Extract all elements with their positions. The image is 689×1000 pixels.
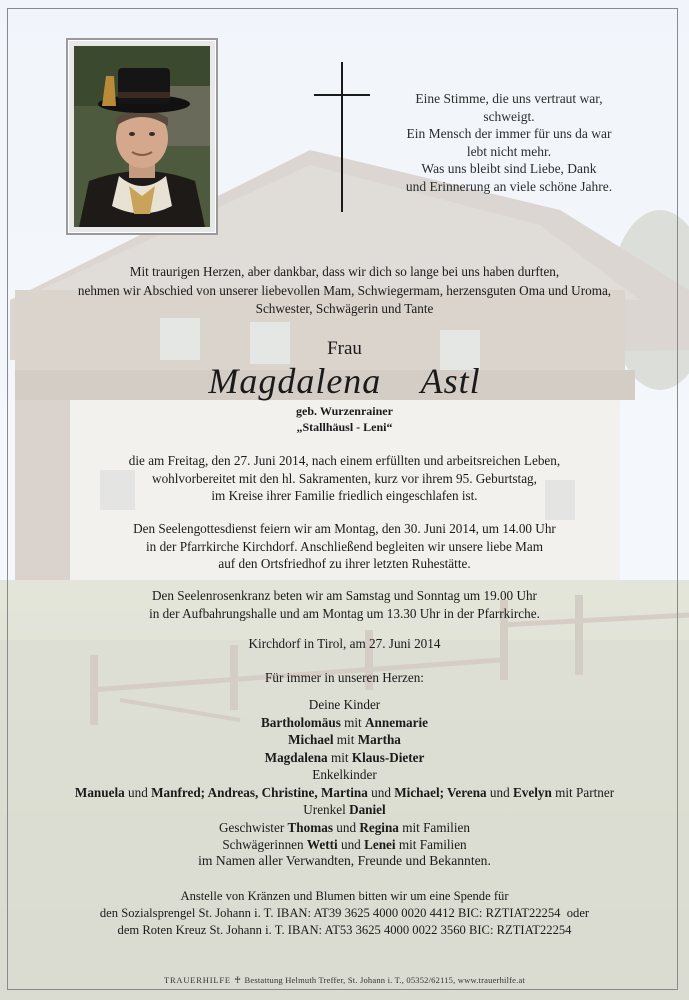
rosary-line: Den Seelenrosenkranz beten wir am Samstag und Sonntag um 19.00 Uhr (152, 588, 537, 603)
memorial-poem (384, 90, 634, 196)
poem-line: und Erinnerung an viele schöne Jahre. (405, 178, 613, 194)
rosary-line: in der Aufbahrungshalle und am Montag um 13.30 Uhr in der Pfarrkirche. (149, 605, 540, 621)
service-line: in der Pfarrkirche Kirchdorf. Anschließend begleiten wir unsere liebe Mam (146, 538, 543, 554)
death-line: im Kreise ihrer Familie friedlich eingeschlafen ist. (211, 488, 478, 503)
nickname: „Stallhäusl - Leni“ (296, 420, 393, 434)
grandchild-name: Manuela (74, 784, 125, 800)
sibling-name: Regina (359, 819, 399, 835)
undertaker-logo-icon: ♰ (234, 975, 242, 985)
deceased-name: Magdalena Astl (208, 361, 481, 401)
connector: mit (327, 749, 352, 765)
grandchild-name: Michael; Verena (394, 784, 487, 800)
children-heading: Deine Kinder (308, 697, 381, 712)
death-line: die am Freitag, den 27. Juni 2014, nach einem erfüllten und arbeitsreichen Leben, (128, 453, 561, 468)
spouse-name: Klaus-Dieter (351, 749, 425, 765)
title-frau: Frau (327, 338, 362, 359)
inlaws-label: Schwägerinnen (222, 837, 307, 852)
donation-line: den Sozialsprengel St. Johann i. T. IBAN: AT39 3625 4000 0020 4412 BIC: RZTIAT22254 oder (99, 906, 590, 920)
rosary-notice (0, 587, 689, 622)
grandchildren-heading: Enkelkinder (312, 767, 377, 782)
poem-line: lebt nicht mehr. (466, 143, 552, 159)
service-line: auf den Ortsfriedhof zu ihrer letzten Ruhestätte. (218, 556, 471, 571)
poem-line: Eine Stimme, die uns vertraut war, (415, 91, 603, 106)
child-row (0, 714, 689, 732)
connector: und (332, 819, 360, 835)
connector: mit Familien (395, 837, 467, 852)
portrait-photo-frame (66, 38, 218, 235)
donation-request (0, 888, 689, 939)
connector: mit (333, 732, 358, 747)
footer-text: Bestattung Helmuth Treffer, St. Johann i. T., 05352/62115, www.trauerhilfe.at (244, 975, 526, 985)
closing-line: im Namen aller Verwandten, Freunde und Bekannten. (198, 853, 491, 868)
connector: mit Familien (398, 819, 470, 835)
family-list (0, 696, 689, 854)
place-and-date: Kirchdorf in Tirol, am 27. Juni 2014 (248, 636, 441, 651)
footer-brand: TRAUERHILFE (163, 975, 231, 985)
footer (0, 975, 689, 986)
connector: und (124, 784, 152, 800)
siblings-row (0, 819, 689, 837)
cross-icon (314, 62, 370, 212)
connector: und (337, 837, 365, 852)
poem-line: schweigt. (483, 108, 535, 124)
great-grandchild-name: Daniel (349, 802, 386, 817)
intro-line: Schwester, Schwägerin und Tante (255, 301, 434, 316)
child-name: Magdalena (264, 749, 328, 765)
service-line: Den Seelengottesdienst feiern wir am Montag, den 30. Juni 2014, um 14.00 Uhr (133, 521, 556, 536)
inlaw-name: Wetti (306, 837, 338, 852)
intro-line: nehmen wir Abschied von unserer liebevollen Mam, Schwiegermam, herzensguten Oma und Uroma, (77, 282, 612, 298)
poem-line: Was uns bleibt sind Liebe, Dank (421, 161, 597, 177)
great-grandchild-row (0, 801, 689, 819)
great-grandchild-label: Urenkel (303, 802, 350, 817)
connector: und (367, 784, 395, 800)
birth-name: geb. Wurzenrainer (296, 404, 393, 418)
death-line: wohlvorbereitet mit den hl. Sakramenten, kurz vor ihrem 95. Geburtstag, (152, 470, 537, 486)
child-name: Michael (288, 732, 334, 747)
grandchild-name: Evelyn (513, 784, 552, 800)
grandchild-name: Manfred; Andreas, Christine, Martina (151, 784, 368, 800)
inlaws-row (0, 836, 689, 854)
sibling-name: Thomas (287, 819, 333, 835)
funeral-service (0, 520, 689, 573)
inlaw-name: Lenei (364, 837, 396, 852)
forever-heading: Für immer in unseren Herzen: (265, 670, 424, 685)
intro-text (0, 263, 689, 319)
grandchildren-row (0, 784, 689, 802)
spouse-name: Martha (357, 732, 401, 747)
birth-name-block (0, 403, 689, 435)
death-notice (0, 452, 689, 505)
portrait-photo (74, 46, 210, 227)
child-row (0, 731, 689, 749)
connector: und (486, 784, 513, 800)
child-row (0, 749, 689, 767)
donation-line: Anstelle von Kränzen und Blumen bitten wir um eine Spende für (180, 889, 509, 903)
poem-line: Ein Mensch der immer für uns da war (406, 126, 612, 142)
donation-line: dem Roten Kreuz St. Johann i. T. IBAN: AT53 3625 4000 0022 3560 BIC: RZTIAT22254 (117, 923, 572, 937)
intro-line: Mit traurigen Herzen, aber dankbar, dass wir dich so lange bei uns haben durften, (129, 264, 560, 279)
connector: mit (340, 714, 366, 730)
spouse-name: Annemarie (365, 714, 429, 730)
child-name: Bartholomäus (260, 714, 341, 730)
connector: mit Partner (551, 784, 615, 800)
siblings-label: Geschwister (219, 819, 288, 835)
